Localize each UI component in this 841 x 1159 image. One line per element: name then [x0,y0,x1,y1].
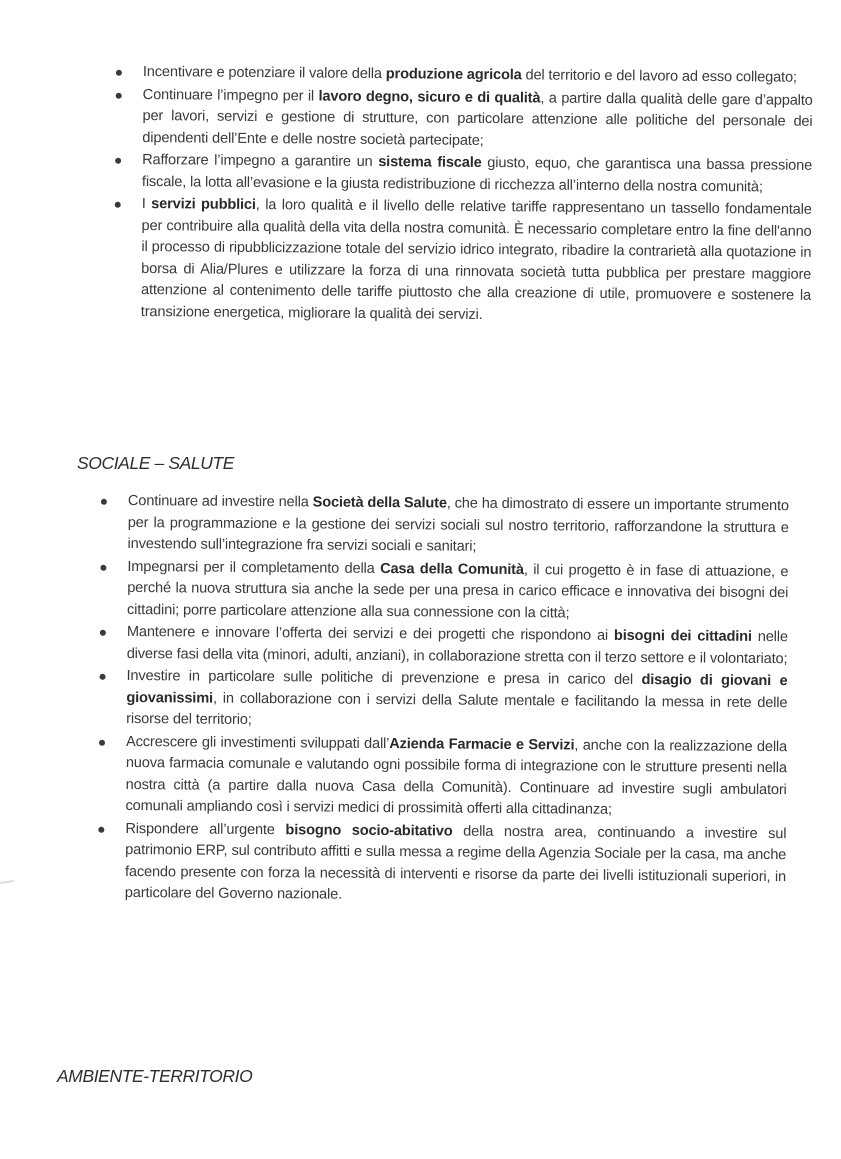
item-bold-text: Casa della Comunità [380,560,524,578]
item-text: Mantenere e innovare l’offerta dei servizi e dei progetti che rispondono ai [126,623,615,644]
bullet-icon [98,826,104,832]
item-bold-text: Società della Salute [312,494,447,512]
item-bold-text: Azienda Farmacie e Servizi [389,735,575,754]
scan-margin-mark [0,880,14,884]
item-bold-text: sistema fiscale [378,154,482,171]
bullet-icon [100,564,106,570]
list-item [125,818,787,909]
bullet-icon [115,202,121,208]
item-bold-text: disagio di giovani e giovanissimi [126,672,788,707]
item-bold-text: bisogni dei cittadini [613,627,752,645]
list-item [127,556,788,626]
sociale-bullet-list [125,491,789,911]
item-text: Accrescere gli investimenti sviluppati dall’ [125,733,390,752]
section-heading-sociale-salute: SOCIALE – SALUTE [77,453,234,473]
item-text: Investire in particolare sulle politiche di prevenzione e presa in carico del [126,667,642,689]
item-text: Rafforzare l’impegno a garantire un [142,151,379,171]
item-text: giusto, equo, che garantisca una bassa pressione fiscale, la lotta all’evasione e la giusta redistribuzione di ricchezza all’interno della nostra comunità; [141,154,813,195]
item-text: Continuare ad investire nella [127,492,313,511]
list-item [142,150,812,199]
list-item [125,731,787,822]
list-item [127,491,788,561]
item-bold-text: bisogno socio-abitativo [285,821,453,840]
item-text: Continuare l’impegno per il [142,86,319,105]
item-bold-text: produzione agricola [385,66,522,84]
item-bold-text: lavoro degno, sicuro e di qualità [318,88,541,106]
bullet-icon [116,92,122,98]
item-bold-text: servizi pubblici [151,196,256,213]
item-text: nelle diverse fasi della vita (minori, adulti, anziani), in collaborazione stretta con il terzo settore e il volontariato; [126,628,788,667]
list-item [126,666,787,736]
item-text: del territorio e del lavoro ad esso collegato; [521,67,797,86]
intro-bullet-list [141,62,813,330]
item-text: , la loro qualità e il livello delle relative tariffe rappresentano un tassello fondamentale per contribuire alla qualità della vita della nostra comunità. È necessario completare entro la fine dell'anno il processo di ripubblicizzazione totale del servizio idrico integrato, ribadire la contrarietà alla quotazione in borsa di Alia/Plures e utilizzare la forza di una rinnovata società tutta pubblica per prestare maggiore attenzione al contenimento delle tariffe piuttosto che alla creazione di utile, promuovere e sostenere la transizione energetica, migliorare la qualità dei servizi. [140,196,812,323]
item-text: Incentivare e potenziare il valore della [142,63,386,83]
section-heading-ambiente-territorio: AMBIENTE-TERRITORIO [57,1066,253,1086]
bullet-icon [115,158,121,164]
list-item [127,622,788,670]
bullet-icon [101,499,107,505]
bullet-icon [100,674,106,680]
list-item [142,84,813,154]
item-text: , il cui progetto è in fase di attuazione, e perché la nuova struttura sia anche la sede per una presa in carico efficace e innovativa dei bisogni dei cittadini; porre particolare attenzione alla sua connessione con la città; [127,561,789,621]
list-item [141,194,812,329]
item-text: Impegnarsi per il completamento della [127,558,381,577]
item-text: , in collaborazione con i servizi della Salute mentale e facilitando la messa in rete delle risorse del territorio; [126,690,788,728]
bullet-icon [116,70,122,76]
item-text: , anche con la realizzazione della nuova farmacia comunale e valutando ogni possibile forma di integrazione con le strutture presenti nella nostra città (a partire dalla nuova Casa della Comunità). Continuare ad investire sugli ambulatori comunali ampliando così i servizi medici di prossimità offerti alla cittadinanza; [125,737,788,818]
bullet-icon [100,630,106,636]
bullet-icon [99,739,105,745]
item-text: , che ha dimostrato di essere un importante strumento per la programmazione e la gestione dei servizi sociali sul nostro territorio, rafforzandone la struttura e investendo sull’integrazione fra servizi sociali e sanitari; [127,495,789,555]
item-text: , a partire dalla qualità delle gare d’appalto per lavori, servizi e gestione di strutture, con particolare attenzione alle politiche del personale dei dipendenti dell’Ente e delle nostre società partecipate; [142,89,813,149]
item-text: Rispondere all’urgente [125,820,286,838]
item-text: della nostra area, continuando a investire sul patrimonio ERP, sul contributo affitti e sulla messa a regime della Agenzia Sociale per la casa, ma anche facendo presente con forza la necessità di interventi e risorse da parte dei livelli istituzionali superiori, in particolare del Governo nazionale. [124,823,787,903]
item-text: I [141,195,152,213]
